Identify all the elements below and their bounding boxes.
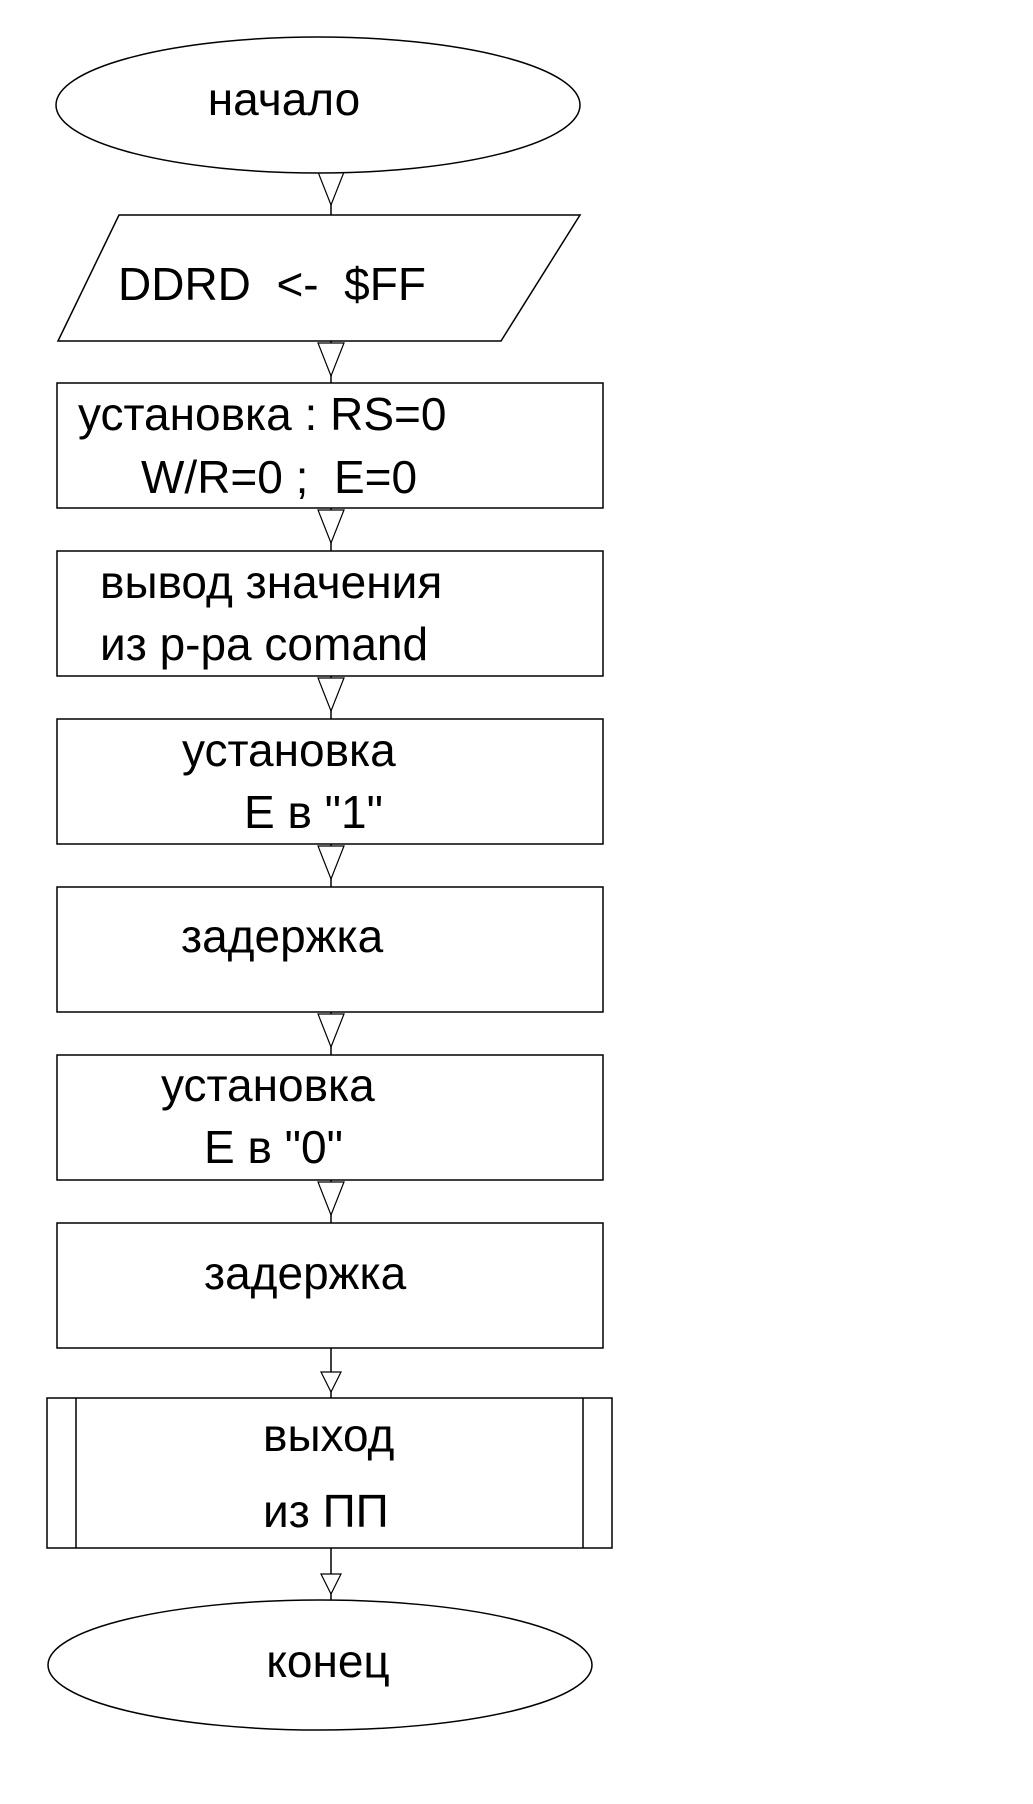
delay-2-label: задержка: [204, 1247, 407, 1299]
delay-1-label: задержка: [181, 910, 384, 962]
io-ddrd-label: DDRD <- $FF: [118, 258, 426, 310]
start-node: [56, 37, 580, 173]
end-label: конец: [266, 1635, 390, 1687]
arrowhead: [318, 510, 344, 543]
set-lines-node: [57, 383, 603, 508]
arrowhead: [318, 678, 344, 711]
arrowhead: [318, 1014, 344, 1047]
arrowhead: [318, 1182, 344, 1215]
set-lines-line1: установка : RS=0: [78, 388, 447, 440]
arrowhead: [318, 172, 344, 205]
exit-subroutine-line2: из ПП: [263, 1485, 389, 1537]
exit-subroutine-line1: выход: [263, 1409, 395, 1461]
set-e-low-line1: установка: [161, 1059, 375, 1111]
end-node: [48, 1600, 592, 1730]
delay-2-node: [57, 1223, 603, 1348]
set-e-high-line2: E в "1": [244, 786, 383, 838]
connectors: [318, 150, 344, 1610]
set-e-low-node: [57, 1055, 603, 1180]
arrowhead: [321, 1372, 341, 1392]
io-ddrd-node: [58, 215, 580, 341]
set-e-high-node: [57, 719, 603, 844]
delay-1-node: [57, 887, 603, 1012]
set-e-high-line1: установка: [182, 724, 396, 776]
set-lines-line2: W/R=0 ; E=0: [141, 451, 418, 503]
output-value-node: [57, 551, 603, 676]
output-value-line2: из р-ра comand: [100, 618, 429, 670]
exit-subroutine-node: [47, 1398, 612, 1548]
start-label: начало: [207, 73, 361, 125]
arrowhead: [318, 343, 344, 376]
arrowhead: [318, 846, 344, 879]
arrowhead: [321, 1574, 341, 1594]
output-value-line1: вывод значения: [100, 556, 443, 608]
set-e-low-line2: E в "0": [204, 1121, 343, 1173]
